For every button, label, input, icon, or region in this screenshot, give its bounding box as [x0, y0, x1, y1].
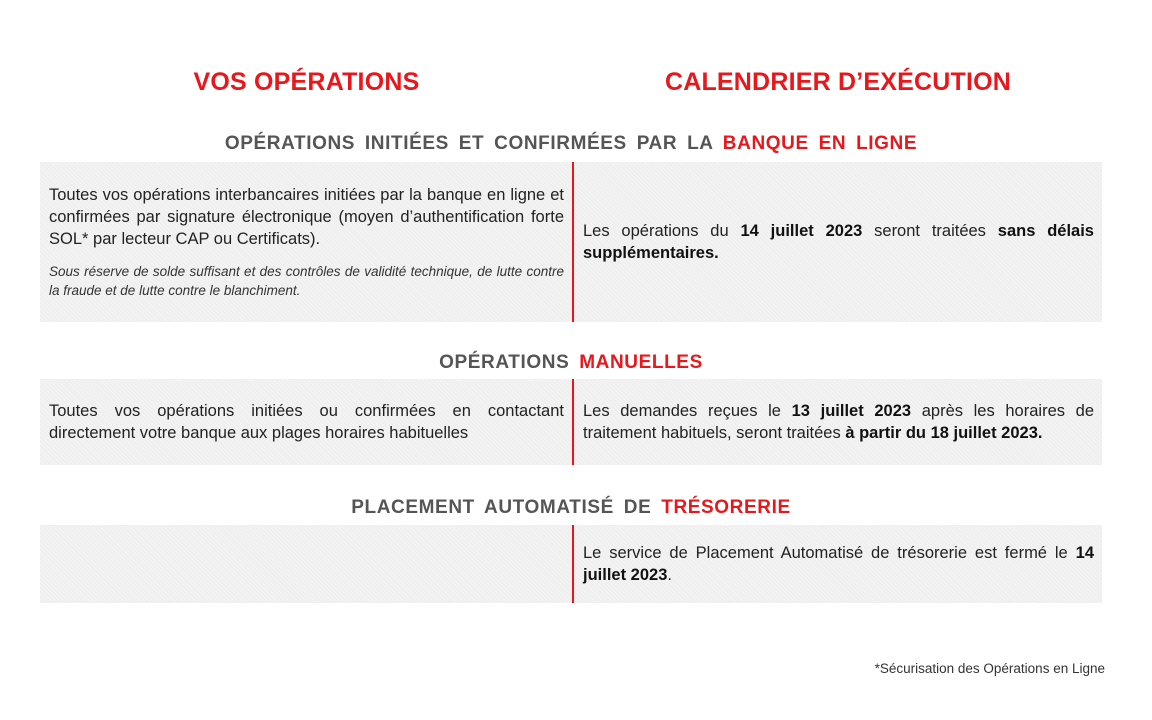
column-divider — [572, 525, 574, 603]
section-title-plain: OPÉRATIONS — [439, 352, 570, 373]
section-title-plain: OPÉRATIONS INITIÉES ET CONFIRMÉES PAR LA — [224, 133, 713, 154]
section-title-plain: PLACEMENT AUTOMATISÉ DE — [351, 497, 652, 518]
operations-description — [49, 525, 564, 603]
execution-schedule — [583, 379, 1094, 465]
footnote: *Sécurisation des Opérations en Ligne — [874, 661, 1105, 676]
column-divider — [572, 162, 574, 322]
operations-disclaimer: Sous réserve de solde suffisant et des contrôles de validité technique, de lutte contre la fraude et de lutte contre le blanchiment. — [49, 264, 564, 298]
execution-schedule — [583, 162, 1094, 322]
column-divider — [572, 379, 574, 465]
schedule-text: Les demandes reçues le 13 juillet 2023 après les horaires de traitement habituels, seront traitées à partir du 18 juillet 2023. — [583, 402, 1094, 442]
column-header-calendar: CALENDRIER D’EXÉCUTION — [664, 68, 1012, 96]
schedule-text: Les opérations du 14 juillet 2023 seront traitées sans délais supplémentaires. — [583, 222, 1094, 262]
operations-text: Toutes vos opérations interbancaires initiées par la banque en ligne et confirmées par signature électronique (moyen d’authentification forte SOL* par lecteur CAP ou Certificats). — [49, 186, 564, 248]
section-title-manual — [40, 352, 1102, 374]
operations-description — [49, 162, 564, 322]
operations-text: Toutes vos opérations initiées ou confirmées en contactant directement votre banque aux plages horaires habituelles — [49, 402, 564, 442]
section-row-online-banking — [40, 162, 1102, 322]
section-title-online-banking — [40, 133, 1102, 155]
section-title-treasury — [40, 497, 1102, 519]
section-title-accent: BANQUE EN LIGNE — [722, 133, 918, 154]
section-title-accent: TRÉSORERIE — [661, 497, 791, 518]
section-row-treasury — [40, 525, 1102, 603]
execution-schedule — [583, 525, 1094, 603]
section-row-manual — [40, 379, 1102, 465]
section-title-accent: MANUELLES — [579, 352, 703, 373]
operations-description — [49, 379, 564, 465]
column-header-operations: VOS OPÉRATIONS — [193, 68, 420, 96]
schedule-text: Le service de Placement Automatisé de trésorerie est fermé le 14 juillet 2023. — [583, 544, 1094, 584]
